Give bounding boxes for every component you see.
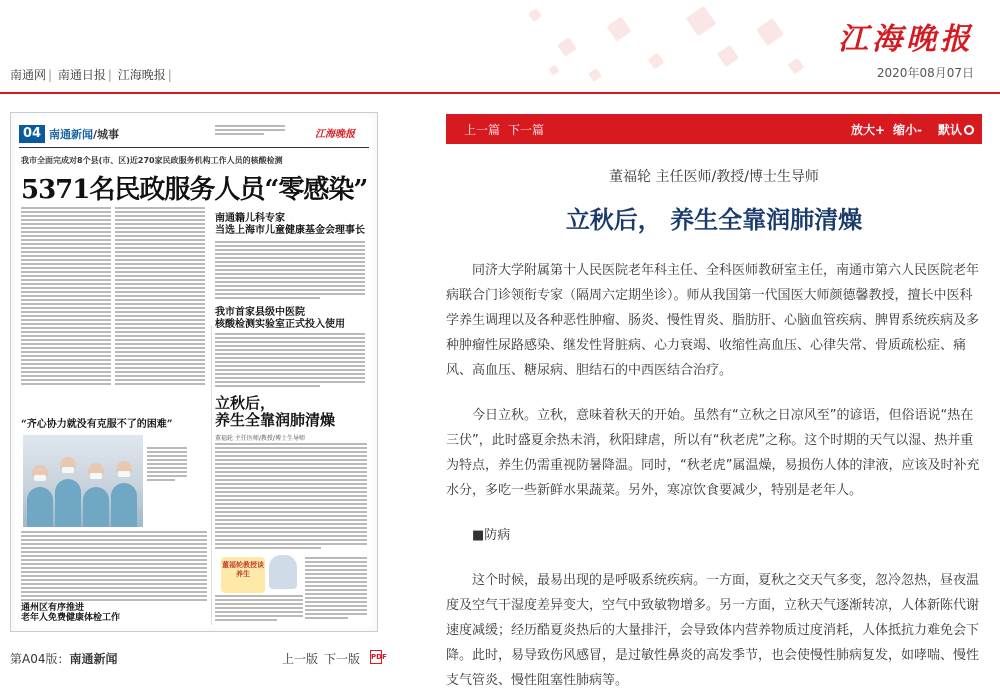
next-page-link[interactable]: 下一版 xyxy=(324,652,361,666)
article-body xyxy=(446,258,982,689)
story2-photo[interactable] xyxy=(23,435,143,527)
article-nav xyxy=(464,121,552,138)
masthead-logo: 江海晚报 xyxy=(315,129,355,140)
story3-text[interactable] xyxy=(215,241,365,303)
lead-story-text[interactable] xyxy=(21,207,111,387)
link-nantong-net[interactable]: 南通网 xyxy=(10,68,47,82)
story4-text[interactable] xyxy=(215,333,365,391)
separator: | xyxy=(48,68,53,82)
page-meta-text xyxy=(215,125,285,145)
next-article-button[interactable]: 下一篇 xyxy=(508,123,545,137)
page-header xyxy=(0,0,1000,96)
zoom-in-button[interactable]: 放大+ xyxy=(850,123,885,137)
article-paragraph: 同济大学附属第十人民医院老年科主任、全科医师教研室主任，南通市第六人民医院老年病联合门诊领衔专家（隔周六定期坐诊）。师从我国第一代国医大师颜德馨教授，擅长中医科学养生调理以及各种恶性肿瘤、肠炎、慢性胃炎、脂肪肝、心脑血管疾病、脾胃系统疾病及多种肿瘤性尿路感染、继发性肾脏病、心力衰竭、收缩性高血压、心律失常、骨质疏松症、痛风、高血压、糖尿病、胆结石的中西医结合治疗。 xyxy=(446,263,980,378)
header-divider xyxy=(0,92,1000,94)
section-suffix: /城事 xyxy=(93,128,120,141)
article-toolbar xyxy=(446,114,982,144)
article-paragraph: 今日立秋。立秋，意味着秋天的开始。虽然有“立秋之日凉风至”的谚语，但俗语说“热在三伏”，此时盛夏余热未消，秋阳肆虐，所以有“秋老虎”之称。这个时期的天气以湿、热并重为特点，养生仍需重视防暑降温。同时，“秋老虎”属温燥，易损伤人体的津液，应该及时补充水分，多吃一些新鲜水果蔬菜。另外，寒凉饮食要减少，特别是老年人。 xyxy=(446,408,980,498)
newspaper-page-viewer xyxy=(10,112,378,632)
edition-name[interactable]: 南通新闻 xyxy=(69,652,118,666)
lead-headline[interactable]: 5371名民政服务人员“零感染” xyxy=(21,175,368,205)
page-number: 04 xyxy=(19,125,45,143)
separator: | xyxy=(167,68,172,82)
story5-author: 董福轮 主任医师/教授/博士生导师 xyxy=(215,435,305,442)
story3-title[interactable]: 南通籍儿科专家 当选上海市儿童健康基金会理事长 xyxy=(215,213,365,236)
story5-text[interactable] xyxy=(215,443,367,551)
column-divider xyxy=(211,325,212,625)
separator: | xyxy=(107,68,112,82)
page-rule xyxy=(19,147,369,148)
page-nav xyxy=(282,650,366,667)
article-byline: 董福轮 主任医师/教授/博士生导师 xyxy=(609,169,819,185)
font-size-controls xyxy=(843,121,974,138)
link-jianghai-evening[interactable]: 江海晚报 xyxy=(117,68,166,82)
page-section xyxy=(49,126,119,142)
lead-kicker[interactable]: 我市全面完成对8个县(市、区)近270家民政服务机构工作人员的核酸检测 xyxy=(21,156,283,165)
prev-article-button[interactable]: 上一篇 xyxy=(464,123,501,137)
story4-title[interactable]: 我市首家县级中医院 核酸检测实验室正式投入使用 xyxy=(215,307,345,330)
reset-circle-icon xyxy=(964,125,974,135)
story5-text-3[interactable] xyxy=(215,595,303,625)
author-portrait xyxy=(269,555,297,589)
section-name: 南通新闻 xyxy=(49,128,93,141)
story2-title[interactable]: “齐心协力就没有克服不了的困难” xyxy=(21,419,173,430)
default-size-button[interactable]: 默认 xyxy=(930,123,974,137)
photo-caption xyxy=(147,447,187,507)
pdf-icon[interactable]: PDF xyxy=(370,650,382,664)
article-subheading: ■防病 xyxy=(472,528,511,543)
link-nantong-daily[interactable]: 南通日报 xyxy=(57,68,106,82)
story6-title[interactable]: 通州区有序推进 老年人免费健康体检工作 xyxy=(21,603,207,623)
site-links-nav xyxy=(10,66,174,83)
story5-title[interactable]: 立秋后， 养生全靠润肺清燥 xyxy=(215,394,336,429)
article-title: 立秋后， 养生全靠润肺清燥 xyxy=(565,206,863,234)
site-logo[interactable]: 江海晚报 xyxy=(838,22,974,57)
lead-story-text-2[interactable] xyxy=(115,207,205,387)
zoom-out-button[interactable]: 缩小- xyxy=(893,123,922,137)
newspaper-page-image xyxy=(15,117,373,627)
story5-text-2[interactable] xyxy=(305,557,367,623)
prev-page-link[interactable]: 上一版 xyxy=(282,652,319,666)
column-badge: 董福轮教授谈养生 xyxy=(221,557,265,593)
issue-date: 2020年08月07日 xyxy=(876,66,974,80)
article-paragraph: 这个时候，最易出现的是呼吸系统疾病。一方面，夏秋之交天气多变，忽冷忽热，昼夜温度及空气干湿度差异变大，空气中致敏物增多。另一方面，立秋天气逐渐转凉，人体新陈代谢速度减缓；经历酷夏炎热后的大量排汗，会导致体内营养物质过度消耗，人体抵抗力难免会下降。此时，易导致伤风感冒，是过敏性鼻炎的高发季节，也会使慢性肺病复发，如哮喘、慢性支气管炎、慢性阻塞性肺病等。 xyxy=(446,573,980,688)
edition-label: 第A04版：南通新闻 xyxy=(10,652,118,666)
